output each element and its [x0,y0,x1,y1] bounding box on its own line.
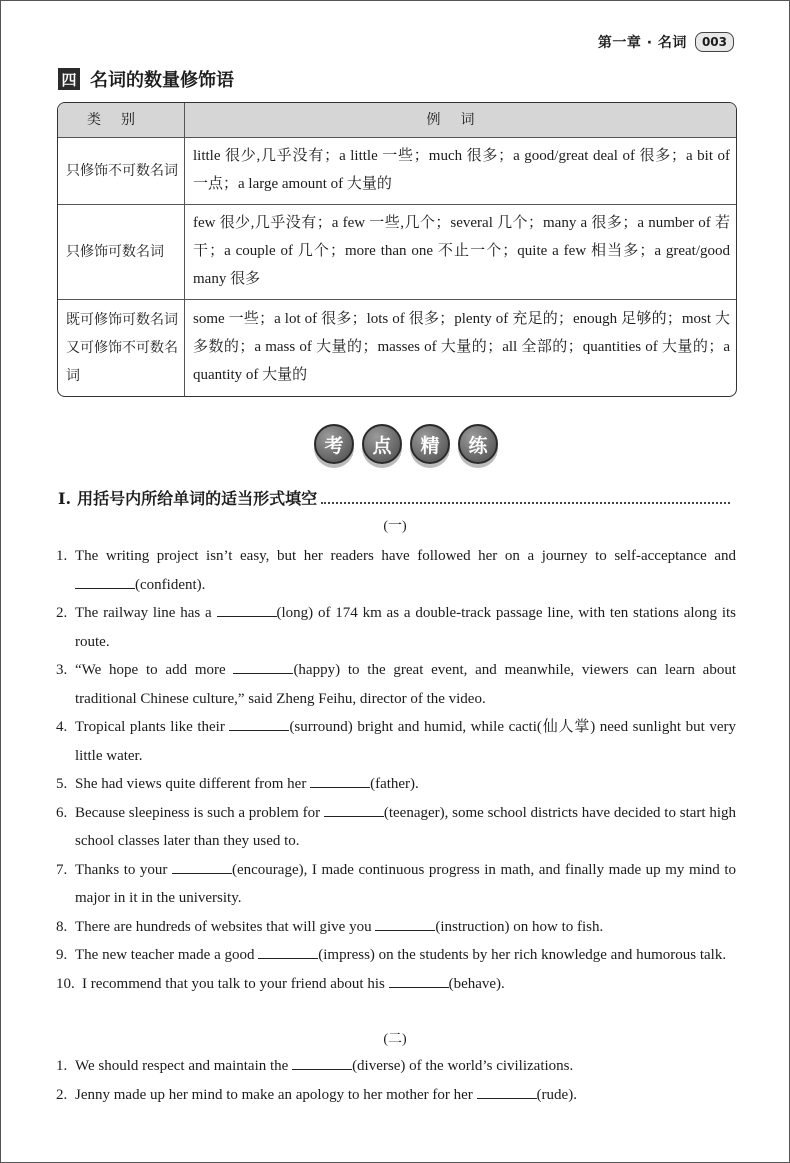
question-text-after-blank: (father). [370,776,419,792]
question-text-before-blank: Thanks to your [75,861,172,878]
question-text-before-blank: Tropical plants like their [75,719,230,735]
question-text [75,656,736,713]
question-item [56,913,736,942]
quantifier-table [57,102,737,397]
question-number: 3. [56,662,68,678]
chapter-title: 第一章 · 名词 [597,35,687,51]
question-number: 4. [56,719,68,735]
question-text-before-blank: The railway line has a [75,605,217,621]
question-text [75,856,736,913]
table-cell-examples: little 很少,几乎没有；a little 一些；much 很多；a good/great deal of 很多；a bit of 一点；a large amount of 大量的 [185,138,737,205]
question-text-before-blank: The new teacher made a good [75,947,259,963]
question-number: 7. [56,861,68,878]
table-cell-category: 既可修饰可数名词又可修饰不可数名词 [58,300,185,397]
section-heading [58,66,234,92]
question-number: 8. [56,918,68,935]
answer-blank[interactable] [75,574,135,589]
question-text [75,1052,736,1081]
group-label: (一) [383,519,407,534]
question-text [75,599,736,656]
question-text-after-blank: (happy) to the great event, and meanwhile, viewers can learn about traditional Chinese culture,” said Zheng Feihu, director of the video. [75,662,736,707]
question-list-group-1 [56,542,736,998]
question-item [56,770,736,799]
section-title: 名词的数量修饰语 [90,70,234,91]
question-text-after-blank: (rude). [536,1086,577,1103]
question-item [56,542,736,599]
table-cell-examples: few 很少,几乎没有；a few 一些,几个；several 几个；many a 很多；a number of 若干；a couple of 几个；more than one 不止一个；quite a few 相当多；a great/good many 很多 [185,205,737,300]
question-text-after-blank: (teenager), some school districts have decided to start high school classes later than they used to. [75,804,736,849]
question-text [75,799,736,856]
dotted-leader [321,490,730,504]
running-header [598,32,734,52]
question-text-before-blank: “We hope to add more [75,662,234,678]
question-text-before-blank: Jenny made up her mind to make an apology to her mother for her [75,1086,477,1103]
answer-blank[interactable] [477,1084,537,1099]
answer-blank[interactable] [375,916,435,931]
answer-blank[interactable] [217,602,277,617]
banner-badge: 练 [458,424,498,464]
question-number: 2. [56,605,68,621]
table-row [58,205,736,300]
answer-blank[interactable] [172,859,232,874]
question-text-after-blank: (surround) bright and humid, while cacti(仙人掌) need sunlight but very little water. [75,719,737,764]
question-number: 9. [56,947,68,963]
question-item [56,713,736,770]
section-number: 四 [58,68,80,90]
question-item [56,1081,736,1110]
question-number: 1. [56,1058,68,1074]
column-header-category: 类别 [58,103,185,138]
question-text-before-blank: The writing project isn’t easy, but her readers have followed her on a journey to self-acceptance and [75,548,736,564]
table-cell-category: 只修饰不可数名词 [58,138,185,205]
question-text [75,713,736,770]
question-item [56,941,736,970]
question-item [56,1052,736,1081]
answer-blank[interactable] [310,773,370,788]
question-number: 10. [56,975,75,992]
question-text-before-blank: I recommend that you talk to your friend about his [82,975,389,992]
question-text-after-blank: (encourage), I made continuous progress in math, and finally made up my mind to major in it in the university. [75,861,737,906]
question-text-after-blank: (diverse) of the world’s civilizations. [352,1058,574,1074]
answer-blank[interactable] [233,659,293,674]
table-cell-examples: some 一些；a lot of 很多；lots of 很多；plenty of 充足的；enough 足够的；most 大多数的；a mass of 大量的；masses of 大量的；all 全部的；quantities of 大量的；a quantity of 大量的 [193,311,730,383]
answer-blank[interactable] [389,973,449,988]
question-text-before-blank: There are hundreds of websites that will give you [75,918,376,935]
question-number: 6. [56,804,68,821]
question-text-after-blank: (confident). [135,576,206,593]
question-text-before-blank: Because sleepiness is such a problem for [75,804,324,821]
table-header-row [58,103,736,138]
table-row [58,300,736,397]
question-text [75,913,736,942]
table-cell-category: 只修饰可数名词 [58,205,185,300]
exercise-part-heading [58,486,730,509]
question-item [56,656,736,713]
question-text-before-blank: We should respect and maintain the [75,1058,293,1074]
question-text [75,542,736,599]
question-number: 1. [56,548,68,564]
question-text [75,770,736,799]
page-number: 003 [695,32,734,52]
part-title: 用括号内所给单词的适当形式填空 [77,489,318,508]
question-number: 5. [56,776,68,792]
practice-banner [314,424,498,464]
question-text-after-blank: (behave). [448,975,505,992]
question-text [82,970,736,999]
question-text [75,1081,736,1110]
column-header-examples: 例词 [185,103,737,138]
answer-blank[interactable] [292,1055,352,1070]
question-item [56,970,736,999]
answer-blank[interactable] [229,716,289,731]
banner-badge: 点 [362,424,402,464]
part-number: Ⅰ. [58,489,72,508]
question-item [56,856,736,913]
question-text-after-blank: (impress) on the students by her rich knowledge and humorous talk. [318,947,727,963]
banner-badge: 考 [314,424,354,464]
question-text-before-blank: She had views quite different from her [75,776,311,792]
answer-blank[interactable] [258,944,318,959]
question-text-after-blank: (long) of 174 km as a double-track passage line, with ten stations along its route. [75,605,736,650]
question-text [75,941,736,970]
question-item [56,799,736,856]
question-item [56,599,736,656]
table-row [58,138,736,205]
question-text-after-blank: (instruction) on how to fish. [435,918,604,935]
question-list-group-2 [56,1052,736,1109]
question-number: 2. [56,1086,68,1103]
banner-badge: 精 [410,424,450,464]
group-label: (二) [383,1032,407,1047]
answer-blank[interactable] [324,802,384,817]
